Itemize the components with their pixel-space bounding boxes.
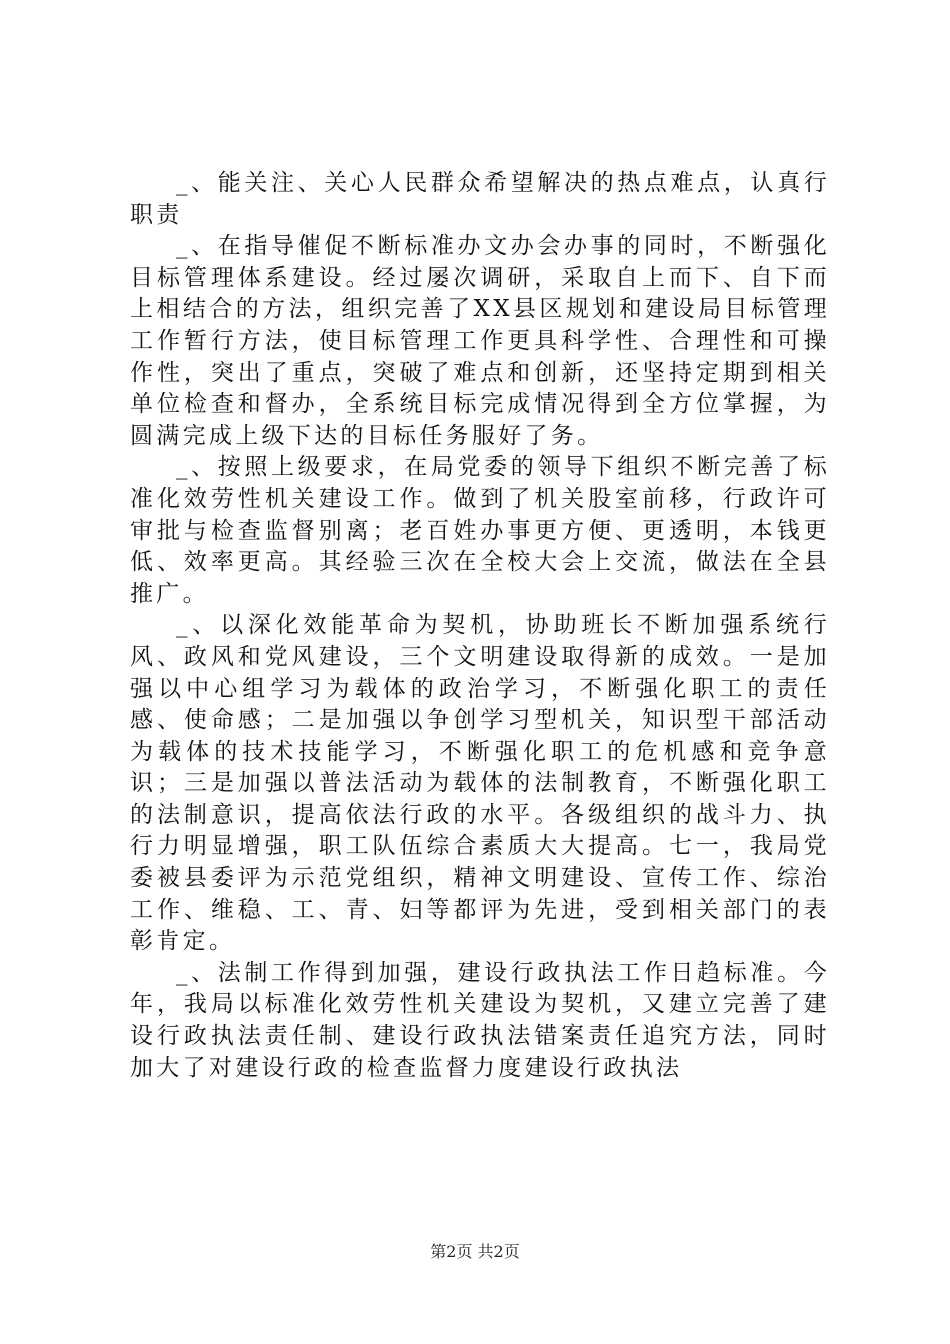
paragraph-5: _、法制工作得到加强，建设行政执法工作日趋标准。今年，我局以标准化效劳性机关建设为契机，又建立完善了建设行政执法责任制、建设行政执法错案责任追究方法，同时加大了对建设行政的检查监督力度建设行政执法 <box>130 959 830 1081</box>
page-number-footer: 第2页 共2页 <box>430 1242 520 1261</box>
paragraph-2: _、在指导催促不断标准办文办会办事的同时，不断强化目标管理体系建设。经过屡次调研，采取自上而下、自下而上相结合的方法，组织完善了XX县区规划和建设局目标管理工作暂行方法，使目标管理工作更具科学性、合理性和可操作性，突出了重点，突破了难点和创新，还坚持定期到相关单位检查和督办，全系统目标完成情况得到全方位掌握，为圆满完成上级下达的目标任务服好了务。 <box>130 233 830 449</box>
paragraph-4: _、以深化效能革命为契机，协助班长不断加强系统行风、政风和党风建设，三个文明建设取得新的成效。一是加强以中心组学习为载体的政治学习，不断强化职工的责任感、使命感；二是加强以争创学习型机关，知识型干部活动为载体的技术技能学习，不断强化职工的危机感和竞争意识；三是加强以普法活动为载体的法制教育，不断强化职工的法制意识，提高依法行政的水平。各级组织的战斗力、执行力明显增强，职工队伍综合素质大大提高。七一，我局党委被县委评为示范党组织，精神文明建设、宣传工作、综治工作、维稳、工、青、妇等都评为先进，受到相关部门的表彰肯定。 <box>130 612 830 955</box>
document-body <box>130 168 830 1084</box>
paragraph-3: _、按照上级要求，在局党委的领导下组织不断完善了标准化效劳性机关建设工作。做到了机关股室前移，行政许可审批与检查监督别离；老百姓办事更方便、更透明，本钱更低、效率更高。其经验三次在全校大会上交流，做法在全县推广。 <box>130 454 830 607</box>
paragraph-1: _、能关注、关心人民群众希望解决的热点难点，认真行职责 <box>130 170 830 228</box>
